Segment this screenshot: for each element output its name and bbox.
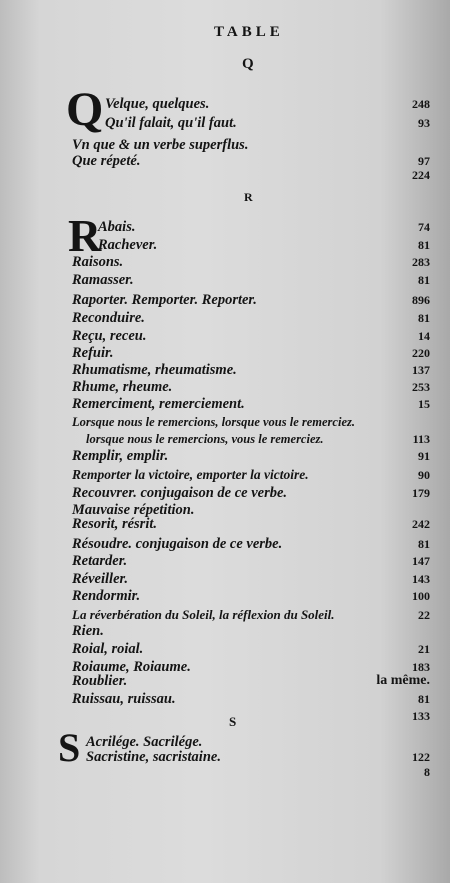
- entry-page: 137: [412, 363, 430, 377]
- index-entry: [72, 535, 430, 553]
- index-entry: [72, 690, 430, 708]
- entry-page: 81: [418, 537, 430, 551]
- entry-text: Que répeté.: [72, 153, 141, 169]
- entry-page: 253: [412, 380, 430, 394]
- entry-page: 896: [412, 293, 430, 307]
- index-entry: [72, 707, 430, 725]
- entry-page: 93: [418, 116, 430, 130]
- entry-page: 147: [412, 554, 430, 568]
- index-entry: [72, 622, 430, 640]
- index-entry: [72, 395, 430, 413]
- entry-text: Ruissau, ruissau.: [72, 691, 176, 707]
- entry-text: Remplir, emplir.: [72, 448, 169, 464]
- entry-page: 143: [412, 572, 430, 586]
- entry-text: Acrilége. Sacrilége.: [86, 734, 203, 750]
- entry-text: Réveiller.: [72, 571, 128, 587]
- index-entry: [72, 309, 430, 327]
- entry-page: 100: [412, 589, 430, 603]
- section-letter-q: Q: [242, 56, 254, 72]
- index-entry: [72, 271, 430, 289]
- index-entry: [72, 378, 430, 396]
- entry-page: 91: [418, 449, 430, 463]
- running-head: TABLE: [214, 24, 284, 40]
- entry-text: Ramasser.: [72, 272, 134, 288]
- entry-text: Raporter. Remporter. Reporter.: [72, 292, 257, 308]
- entry-page: 81: [418, 692, 430, 706]
- entry-text: Remerciment, remerciement.: [72, 396, 245, 412]
- entry-text: Rhumatisme, rheumatisme.: [72, 362, 237, 378]
- index-entry: [72, 361, 430, 379]
- dropcap-q: Q: [66, 83, 104, 136]
- index-entry: [72, 552, 430, 570]
- entry-page: 242: [412, 517, 430, 531]
- entry-page: 22: [418, 608, 430, 622]
- entry-page: 14: [418, 329, 430, 343]
- entry-page: 248: [412, 97, 430, 111]
- entry-text: Mauvaise répetition.: [72, 502, 195, 518]
- index-entry: [72, 570, 430, 588]
- entry-text: La réverbération du Soleil, la réflexion du Soleil.: [72, 607, 335, 622]
- entry-text: Raisons.: [72, 254, 124, 270]
- index-entry: [86, 763, 430, 781]
- entry-text: Velque, quelques.: [105, 96, 210, 112]
- entry-text: Recouvrer. conjugaison de ce verbe.: [72, 485, 288, 501]
- entry-text: Rhume, rheume.: [72, 379, 173, 395]
- entry-page: 133: [412, 709, 430, 723]
- entry-text: Qu'il falait, qu'il faut.: [105, 115, 237, 131]
- entry-page: 81: [418, 273, 430, 287]
- entry-page: 122: [412, 750, 430, 764]
- entry-page: 97: [418, 154, 430, 168]
- entry-text: Reçu, receu.: [72, 328, 147, 344]
- entry-page: 220: [412, 346, 430, 360]
- entry-text: Rien.: [72, 623, 104, 639]
- index-entry: [105, 95, 430, 113]
- entry-page: 81: [418, 311, 430, 325]
- entry-text: Sacristine, sacristaine.: [86, 749, 221, 765]
- index-entry: [72, 166, 430, 184]
- entry-page: 15: [418, 397, 430, 411]
- entry-text: Lorsque nous le remercions, lorsque vous le remerciez.: [72, 415, 355, 429]
- entry-text: lorsque nous le remercions, vous le remerciez.: [86, 432, 324, 446]
- entry-page: 8: [424, 765, 430, 779]
- index-entry: [98, 236, 430, 254]
- entry-text: Roublier.: [72, 673, 128, 689]
- index-entry: [72, 672, 430, 690]
- entry-text: Retarder.: [72, 553, 128, 569]
- entry-page: 81: [418, 238, 430, 252]
- entry-text: Roial, roial.: [72, 641, 144, 657]
- index-entry: [72, 466, 430, 484]
- index-entry: [72, 413, 430, 431]
- index-entry: [72, 291, 430, 309]
- index-entry: [72, 344, 430, 362]
- index-entry: [98, 218, 430, 236]
- section-letter-s: S: [229, 714, 237, 729]
- entry-text: Rachever.: [98, 237, 158, 253]
- index-entry: [105, 114, 430, 132]
- entry-page: 179: [412, 486, 430, 500]
- entry-text: Reconduire.: [72, 310, 145, 326]
- entry-page: 183: [412, 660, 430, 674]
- entry-text: Résoudre. conjugaison de ce verbe.: [72, 536, 283, 552]
- entry-page: 74: [418, 220, 430, 234]
- entry-text: Vn que & un verbe superflus.: [72, 137, 249, 153]
- section-letter-r: R: [244, 190, 253, 204]
- entry-text: Abais.: [98, 219, 136, 235]
- index-entry: [86, 430, 430, 448]
- entry-text: Resorit, résrit.: [72, 516, 157, 532]
- index-entry: [72, 484, 430, 502]
- index-entry: [72, 253, 430, 271]
- entry-text: Remporter la victoire, emporter la victoire.: [72, 467, 309, 482]
- entry-text: Roiaume, Roiaume.: [72, 659, 191, 675]
- dropcap-s: S: [58, 725, 81, 770]
- index-entry: [72, 327, 430, 345]
- entry-page: la même.: [376, 673, 430, 688]
- entry-page: 21: [418, 642, 430, 656]
- entry-page: 90: [418, 468, 430, 482]
- entry-text: Refuir.: [72, 345, 114, 361]
- entry-page: 224: [412, 168, 430, 182]
- entry-page: 113: [412, 432, 430, 446]
- entry-page: 283: [412, 255, 430, 269]
- index-entry: [72, 447, 430, 465]
- entry-text: Rendormir.: [72, 588, 141, 604]
- index-entry: [72, 587, 430, 605]
- index-entry: [72, 640, 430, 658]
- dropcap-r: R: [68, 210, 102, 261]
- index-entry: [72, 515, 430, 533]
